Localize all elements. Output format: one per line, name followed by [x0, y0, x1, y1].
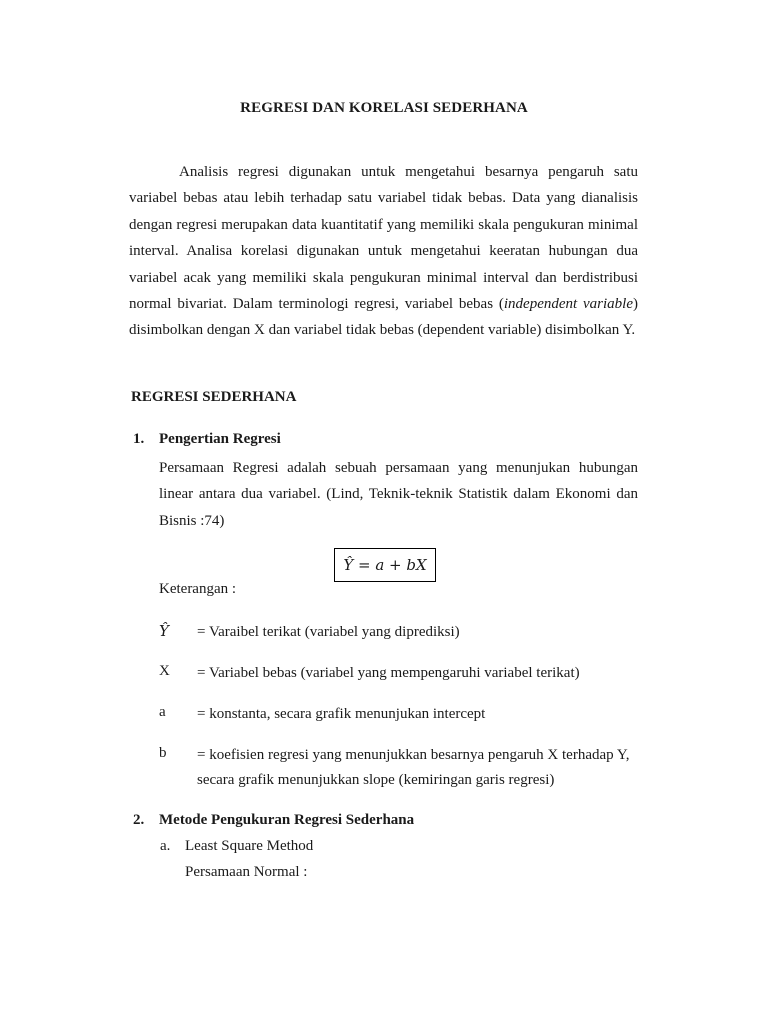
def-symbol-yhat: Ŷ [159, 622, 169, 640]
intro-italic-term: independent variable [503, 296, 634, 313]
def-text-x: = Variabel bebas (variabel yang mempengaruhi variabel terikat) [197, 665, 580, 681]
def-text-b: = koefisien regresi yang menunjukkan besarnya pengaruh X terhadap Y, secara grafik menunjukkan slope (kemiringan garis regresi) [197, 747, 630, 788]
sub-item-title-a: Least Square Method [185, 838, 314, 854]
keterangan-label: Keterangan : [159, 581, 237, 597]
section-heading: REGRESI SEDERHANA [131, 389, 297, 405]
def-text-a: = konstanta, secara grafik menunjukan intercept [197, 706, 486, 722]
normal-equation-label: Persamaan Normal : [185, 864, 308, 880]
def-text-yhat: = Varaibel terikat (variabel yang diprediksi) [197, 624, 460, 640]
regression-formula: Ŷ = a + bX [343, 556, 427, 574]
def-symbol-a: a [159, 704, 166, 720]
intro-text-2: ) disimbolkan dengan X dan variabel tidak bebas (dependent variable) disimbolkan Y. [129, 296, 639, 339]
regression-formula-box [334, 548, 436, 582]
item-number-1: 1. [133, 431, 145, 447]
intro-paragraph [129, 159, 638, 344]
item-number-2: 2. [133, 812, 145, 828]
def-symbol-x: X [159, 663, 170, 679]
definition-paragraph: Persamaan Regresi adalah sebuah persamaan yang menunjukan hubungan linear antara dua variabel. (Lind, Teknik-teknik Statistik dalam Ekonomi dan Bisnis :74) [159, 460, 638, 529]
document-title: REGRESI DAN KORELASI SEDERHANA [240, 100, 528, 116]
intro-text-1: Analisis regresi digunakan untuk mengetahui besarnya pengaruh satu variabel bebas atau lebih terhadap satu variabel tidak bebas. Data yang dianalisis dengan regresi merupakan data kuantitatif yang memiliki skala pengukuran minimal interval. Analisa korelasi digunakan untuk mengetahui keeratan hubungan dua variabel acak yang memiliki skala pengukuran minimal interval dan berdistribusi normal bivariat. Dalam terminologi regresi, variabel bebas ( [129, 164, 638, 313]
def-symbol-b: b [159, 745, 167, 761]
item-title-1: Pengertian Regresi [159, 431, 281, 447]
item-title-2: Metode Pengukuran Regresi Sederhana [159, 812, 415, 828]
sub-item-marker-a: a. [160, 838, 171, 854]
